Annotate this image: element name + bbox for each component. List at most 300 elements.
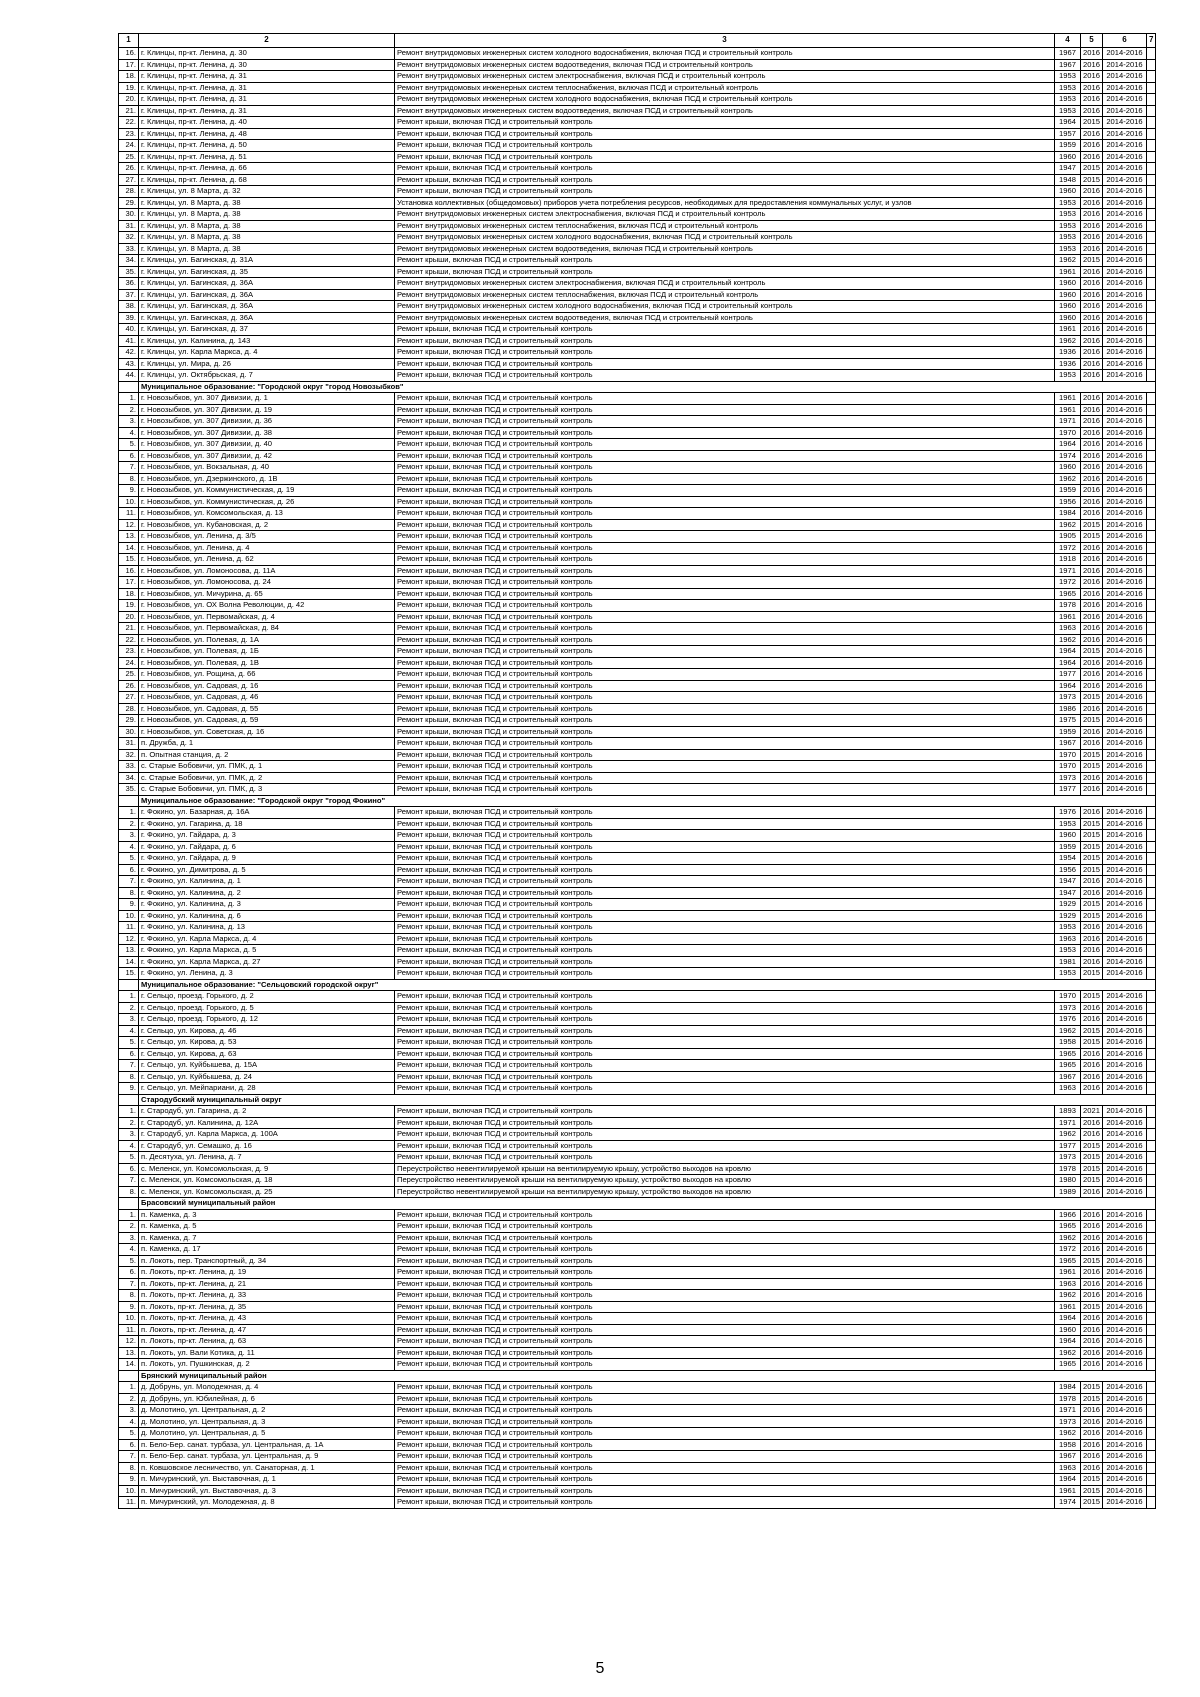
work-type: Ремонт крыши, включая ПСД и строительный контроль xyxy=(395,462,1055,474)
row-number: 16. xyxy=(119,48,139,60)
column-7-cell xyxy=(1147,163,1156,175)
column-7-cell xyxy=(1147,255,1156,267)
planned-year: 2016 xyxy=(1081,887,1103,899)
column-7-cell xyxy=(1147,1060,1156,1072)
planned-year: 2016 xyxy=(1081,807,1103,819)
address: г. Клинцы, пр-кт. Ленина, д. 40 xyxy=(139,117,395,129)
planned-year: 2015 xyxy=(1081,1163,1103,1175)
address: г. Клинцы, пр-кт. Ленина, д. 31 xyxy=(139,71,395,83)
address: п. Локоть, пр-кт. Ленина, д. 43 xyxy=(139,1313,395,1325)
row-number: 24. xyxy=(119,140,139,152)
section-row xyxy=(119,381,1156,393)
program-period: 2014-2016 xyxy=(1103,749,1147,761)
work-type: Ремонт крыши, включая ПСД и строительный контроль xyxy=(395,1324,1055,1336)
address: г. Фокино, ул. Базарная, д. 16А xyxy=(139,807,395,819)
build-year: 1962 xyxy=(1055,1290,1081,1302)
work-type: Ремонт крыши, включая ПСД и строительный контроль xyxy=(395,1382,1055,1394)
row-number: 8. xyxy=(119,887,139,899)
program-period: 2014-2016 xyxy=(1103,1301,1147,1313)
row-number: 21. xyxy=(119,623,139,635)
program-period: 2014-2016 xyxy=(1103,772,1147,784)
column-7-cell xyxy=(1147,439,1156,451)
table-row xyxy=(119,370,1156,382)
column-number: 6 xyxy=(1103,34,1147,48)
work-type: Ремонт крыши, включая ПСД и строительный контроль xyxy=(395,427,1055,439)
address: г. Клинцы, пр-кт. Ленина, д. 66 xyxy=(139,163,395,175)
work-type: Ремонт крыши, включая ПСД и строительный контроль xyxy=(395,1152,1055,1164)
work-type: Ремонт внутридомовых инженерных систем холодного водоснабжения, включая ПСД и строительный контроль xyxy=(395,232,1055,244)
program-period: 2014-2016 xyxy=(1103,565,1147,577)
column-7-cell xyxy=(1147,335,1156,347)
planned-year: 2015 xyxy=(1081,1255,1103,1267)
table-row xyxy=(119,427,1156,439)
column-7-cell xyxy=(1147,1048,1156,1060)
build-year: 1978 xyxy=(1055,600,1081,612)
build-year: 1964 xyxy=(1055,1313,1081,1325)
table-row xyxy=(119,335,1156,347)
table-row xyxy=(119,197,1156,209)
row-number: 10. xyxy=(119,910,139,922)
table-row xyxy=(119,1474,1156,1486)
program-period: 2014-2016 xyxy=(1103,669,1147,681)
planned-year: 2016 xyxy=(1081,473,1103,485)
address: г. Новозыбков, ул. Рощина, д. 66 xyxy=(139,669,395,681)
column-7-cell xyxy=(1147,899,1156,911)
address: г. Стародуб, ул. Гагарина, д. 2 xyxy=(139,1106,395,1118)
program-period: 2014-2016 xyxy=(1103,324,1147,336)
row-number: 5. xyxy=(119,1255,139,1267)
column-7-cell xyxy=(1147,1129,1156,1141)
work-type: Ремонт крыши, включая ПСД и строительный контроль xyxy=(395,715,1055,727)
build-year: 1973 xyxy=(1055,1416,1081,1428)
column-number-row xyxy=(119,34,1156,48)
address: с. Меленск, ул. Комсомольская, д. 9 xyxy=(139,1163,395,1175)
build-year: 1959 xyxy=(1055,140,1081,152)
build-year: 1961 xyxy=(1055,266,1081,278)
section-row xyxy=(119,795,1156,807)
program-period: 2014-2016 xyxy=(1103,1485,1147,1497)
work-type: Ремонт внутридомовых инженерных систем электроснабжения, включая ПСД и строительный контроль xyxy=(395,278,1055,290)
row-number: 7. xyxy=(119,876,139,888)
program-period: 2014-2016 xyxy=(1103,945,1147,957)
planned-year: 2016 xyxy=(1081,1462,1103,1474)
planned-year: 2016 xyxy=(1081,1083,1103,1095)
column-7-cell xyxy=(1147,1347,1156,1359)
work-type: Ремонт крыши, включая ПСД и строительный контроль xyxy=(395,623,1055,635)
work-type: Ремонт внутридомовых инженерных систем водоотведения, включая ПСД и строительный контроль xyxy=(395,105,1055,117)
build-year: 1958 xyxy=(1055,1037,1081,1049)
address: г. Сельцо, проезд. Горького, д. 5 xyxy=(139,1002,395,1014)
section-row xyxy=(119,1094,1156,1106)
planned-year: 2016 xyxy=(1081,657,1103,669)
table-row xyxy=(119,876,1156,888)
planned-year: 2016 xyxy=(1081,1347,1103,1359)
table-row xyxy=(119,1129,1156,1141)
build-year: 1953 xyxy=(1055,968,1081,980)
program-period: 2014-2016 xyxy=(1103,611,1147,623)
planned-year: 2016 xyxy=(1081,1451,1103,1463)
program-period: 2014-2016 xyxy=(1103,600,1147,612)
program-period: 2014-2016 xyxy=(1103,1474,1147,1486)
planned-year: 2016 xyxy=(1081,1290,1103,1302)
row-number: 2. xyxy=(119,1393,139,1405)
build-year: 1976 xyxy=(1055,807,1081,819)
work-type: Ремонт крыши, включая ПСД и строительный контроль xyxy=(395,531,1055,543)
table-row xyxy=(119,772,1156,784)
column-7-cell xyxy=(1147,174,1156,186)
work-type: Ремонт крыши, включая ПСД и строительный контроль xyxy=(395,1255,1055,1267)
planned-year: 2016 xyxy=(1081,82,1103,94)
address: с. Меленск, ул. Комсомольская, д. 18 xyxy=(139,1175,395,1187)
work-type: Ремонт крыши, включая ПСД и строительный контроль xyxy=(395,1002,1055,1014)
planned-year: 2016 xyxy=(1081,450,1103,462)
table-row xyxy=(119,1428,1156,1440)
work-type: Ремонт крыши, включая ПСД и строительный контроль xyxy=(395,611,1055,623)
planned-year: 2016 xyxy=(1081,393,1103,405)
build-year: 1981 xyxy=(1055,956,1081,968)
table-row xyxy=(119,864,1156,876)
build-year: 1967 xyxy=(1055,59,1081,71)
planned-year: 2016 xyxy=(1081,71,1103,83)
work-type: Ремонт крыши, включая ПСД и строительный контроль xyxy=(395,174,1055,186)
build-year: 1965 xyxy=(1055,1221,1081,1233)
table-row xyxy=(119,266,1156,278)
planned-year: 2016 xyxy=(1081,1071,1103,1083)
column-7-cell xyxy=(1147,1359,1156,1371)
table-row xyxy=(119,945,1156,957)
page-number: 5 xyxy=(595,1660,605,1677)
planned-year: 2015 xyxy=(1081,1175,1103,1187)
program-period: 2014-2016 xyxy=(1103,703,1147,715)
address: г. Новозыбков, ул. 307 Дивизии, д. 1 xyxy=(139,393,395,405)
planned-year: 2016 xyxy=(1081,956,1103,968)
address: с. Старые Бобовичи, ул. ПМК, д. 2 xyxy=(139,772,395,784)
column-7-cell xyxy=(1147,496,1156,508)
column-7-cell xyxy=(1147,577,1156,589)
program-period: 2014-2016 xyxy=(1103,1347,1147,1359)
row-number: 27. xyxy=(119,692,139,704)
planned-year: 2015 xyxy=(1081,818,1103,830)
column-7-cell xyxy=(1147,807,1156,819)
table-row xyxy=(119,1071,1156,1083)
row-number: 15. xyxy=(119,554,139,566)
program-period: 2014-2016 xyxy=(1103,404,1147,416)
table-row xyxy=(119,726,1156,738)
work-type: Ремонт крыши, включая ПСД и строительный контроль xyxy=(395,876,1055,888)
address: г. Клинцы, пр-кт. Ленина, д. 31 xyxy=(139,105,395,117)
planned-year: 2016 xyxy=(1081,404,1103,416)
column-7-cell xyxy=(1147,197,1156,209)
table-row xyxy=(119,128,1156,140)
program-period: 2014-2016 xyxy=(1103,968,1147,980)
planned-year: 2016 xyxy=(1081,1359,1103,1371)
work-type: Ремонт крыши, включая ПСД и строительный контроль xyxy=(395,1025,1055,1037)
program-period: 2014-2016 xyxy=(1103,910,1147,922)
column-7-cell xyxy=(1147,968,1156,980)
planned-year: 2016 xyxy=(1081,738,1103,750)
column-7-cell xyxy=(1147,232,1156,244)
table-row xyxy=(119,1106,1156,1118)
work-type: Ремонт крыши, включая ПСД и строительный контроль xyxy=(395,1083,1055,1095)
column-7-cell xyxy=(1147,1152,1156,1164)
column-7-cell xyxy=(1147,289,1156,301)
program-period: 2014-2016 xyxy=(1103,243,1147,255)
column-number: 2 xyxy=(139,34,395,48)
work-type: Ремонт крыши, включая ПСД и строительный контроль xyxy=(395,1485,1055,1497)
row-number: 31. xyxy=(119,220,139,232)
work-type: Ремонт внутридомовых инженерных систем теплоснабжения, включая ПСД и строительный контроль xyxy=(395,289,1055,301)
program-period: 2014-2016 xyxy=(1103,94,1147,106)
address: г. Фокино, ул. Карла Маркса, д. 5 xyxy=(139,945,395,957)
build-year: 1962 xyxy=(1055,335,1081,347)
program-period: 2014-2016 xyxy=(1103,577,1147,589)
program-period: 2014-2016 xyxy=(1103,531,1147,543)
row-number: 20. xyxy=(119,94,139,106)
table-row xyxy=(119,922,1156,934)
planned-year: 2016 xyxy=(1081,1117,1103,1129)
planned-year: 2016 xyxy=(1081,151,1103,163)
table-row xyxy=(119,1290,1156,1302)
work-type: Ремонт крыши, включая ПСД и строительный контроль xyxy=(395,1232,1055,1244)
planned-year: 2016 xyxy=(1081,335,1103,347)
work-type: Ремонт крыши, включая ПСД и строительный контроль xyxy=(395,347,1055,359)
address: п. Десятуха, ул. Ленина, д. 7 xyxy=(139,1152,395,1164)
table-row xyxy=(119,1060,1156,1072)
work-type: Ремонт крыши, включая ПСД и строительный контроль xyxy=(395,1405,1055,1417)
column-7-cell xyxy=(1147,1497,1156,1509)
planned-year: 2015 xyxy=(1081,830,1103,842)
planned-year: 2015 xyxy=(1081,174,1103,186)
row-number: 36. xyxy=(119,278,139,290)
program-period: 2014-2016 xyxy=(1103,933,1147,945)
program-period: 2014-2016 xyxy=(1103,1186,1147,1198)
planned-year: 2016 xyxy=(1081,1209,1103,1221)
section-blank xyxy=(119,1094,139,1106)
column-number: 3 xyxy=(395,34,1055,48)
work-type: Ремонт крыши, включая ПСД и строительный контроль xyxy=(395,657,1055,669)
program-period: 2014-2016 xyxy=(1103,623,1147,635)
address: г. Клинцы, ул. Багинская, д. 31А xyxy=(139,255,395,267)
table-row xyxy=(119,1324,1156,1336)
program-period: 2014-2016 xyxy=(1103,1497,1147,1509)
build-year: 1962 xyxy=(1055,255,1081,267)
build-year: 1960 xyxy=(1055,301,1081,313)
program-period: 2014-2016 xyxy=(1103,1025,1147,1037)
table-row xyxy=(119,94,1156,106)
table-row xyxy=(119,255,1156,267)
row-number: 26. xyxy=(119,163,139,175)
work-type: Ремонт крыши, включая ПСД и строительный контроль xyxy=(395,1060,1055,1072)
table-row xyxy=(119,1405,1156,1417)
column-7-cell xyxy=(1147,519,1156,531)
planned-year: 2015 xyxy=(1081,1037,1103,1049)
build-year: 1962 xyxy=(1055,1025,1081,1037)
address: г. Сельцо, ул. Кирова, д. 46 xyxy=(139,1025,395,1037)
column-7-cell xyxy=(1147,59,1156,71)
build-year: 1970 xyxy=(1055,761,1081,773)
work-type: Ремонт крыши, включая ПСД и строительный контроль xyxy=(395,1037,1055,1049)
table-row xyxy=(119,324,1156,336)
work-type: Ремонт крыши, включая ПСД и строительный контроль xyxy=(395,1209,1055,1221)
table-row xyxy=(119,1002,1156,1014)
row-number: 17. xyxy=(119,59,139,71)
row-number: 35. xyxy=(119,784,139,796)
build-year: 1971 xyxy=(1055,1405,1081,1417)
build-year: 1962 xyxy=(1055,1347,1081,1359)
row-number: 5. xyxy=(119,439,139,451)
row-number: 11. xyxy=(119,922,139,934)
table-row xyxy=(119,1025,1156,1037)
row-number: 28. xyxy=(119,186,139,198)
row-number: 16. xyxy=(119,565,139,577)
table-row xyxy=(119,956,1156,968)
column-7-cell xyxy=(1147,347,1156,359)
section-title: Брянский муниципальный район xyxy=(139,1370,1156,1382)
build-year: 1960 xyxy=(1055,151,1081,163)
column-7-cell xyxy=(1147,1221,1156,1233)
column-7-cell xyxy=(1147,956,1156,968)
program-period: 2014-2016 xyxy=(1103,48,1147,60)
planned-year: 2016 xyxy=(1081,588,1103,600)
planned-year: 2016 xyxy=(1081,243,1103,255)
work-type: Ремонт внутридомовых инженерных систем водоотведения, включая ПСД и строительный контроль xyxy=(395,59,1055,71)
program-period: 2014-2016 xyxy=(1103,657,1147,669)
work-type: Ремонт внутридомовых инженерных систем теплоснабжения, включая ПСД и строительный контроль xyxy=(395,220,1055,232)
build-year: 1953 xyxy=(1055,922,1081,934)
section-blank xyxy=(119,795,139,807)
column-7-cell xyxy=(1147,945,1156,957)
table-row xyxy=(119,278,1156,290)
planned-year: 2016 xyxy=(1081,600,1103,612)
table-row xyxy=(119,450,1156,462)
row-number: 25. xyxy=(119,669,139,681)
table-row xyxy=(119,749,1156,761)
table-row xyxy=(119,669,1156,681)
build-year: 1970 xyxy=(1055,991,1081,1003)
row-number: 8. xyxy=(119,1071,139,1083)
address: д. Молотино, ул. Центральная, д. 2 xyxy=(139,1405,395,1417)
row-number: 14. xyxy=(119,542,139,554)
address: г. Новозыбков, ул. Дзержинского, д. 1В xyxy=(139,473,395,485)
row-number: 3. xyxy=(119,416,139,428)
work-type: Ремонт крыши, включая ПСД и строительный контроль xyxy=(395,1014,1055,1026)
build-year: 1975 xyxy=(1055,715,1081,727)
table-row xyxy=(119,1175,1156,1187)
address: г. Клинцы, ул. 8 Марта, д. 38 xyxy=(139,243,395,255)
program-period: 2014-2016 xyxy=(1103,1221,1147,1233)
row-number: 5. xyxy=(119,853,139,865)
column-7-cell xyxy=(1147,692,1156,704)
column-7-cell xyxy=(1147,301,1156,313)
table-row xyxy=(119,163,1156,175)
column-7-cell xyxy=(1147,82,1156,94)
table-row xyxy=(119,761,1156,773)
column-7-cell xyxy=(1147,1278,1156,1290)
program-period: 2014-2016 xyxy=(1103,1451,1147,1463)
build-year: 1971 xyxy=(1055,416,1081,428)
table-row xyxy=(119,1301,1156,1313)
program-period: 2014-2016 xyxy=(1103,151,1147,163)
program-period: 2014-2016 xyxy=(1103,1278,1147,1290)
build-year: 1959 xyxy=(1055,726,1081,738)
address: г. Новозыбков, ул. 307 Дивизии, д. 40 xyxy=(139,439,395,451)
address: г. Фокино, ул. Гагарина, д. 18 xyxy=(139,818,395,830)
build-year: 1963 xyxy=(1055,1462,1081,1474)
planned-year: 2015 xyxy=(1081,749,1103,761)
column-7-cell xyxy=(1147,1025,1156,1037)
program-period: 2014-2016 xyxy=(1103,1014,1147,1026)
work-type: Ремонт крыши, включая ПСД и строительный контроль xyxy=(395,565,1055,577)
program-period: 2014-2016 xyxy=(1103,1313,1147,1325)
column-7-cell xyxy=(1147,427,1156,439)
row-number: 4. xyxy=(119,1025,139,1037)
table-row xyxy=(119,439,1156,451)
planned-year: 2016 xyxy=(1081,1048,1103,1060)
build-year: 1959 xyxy=(1055,841,1081,853)
column-7-cell xyxy=(1147,680,1156,692)
row-number: 9. xyxy=(119,1083,139,1095)
row-number: 1. xyxy=(119,393,139,405)
column-7-cell xyxy=(1147,1474,1156,1486)
program-period: 2014-2016 xyxy=(1103,1071,1147,1083)
build-year: 1984 xyxy=(1055,508,1081,520)
program-period: 2014-2016 xyxy=(1103,1163,1147,1175)
column-7-cell xyxy=(1147,611,1156,623)
row-number: 34. xyxy=(119,255,139,267)
program-period: 2014-2016 xyxy=(1103,485,1147,497)
build-year: 1960 xyxy=(1055,278,1081,290)
column-7-cell xyxy=(1147,1290,1156,1302)
row-number: 33. xyxy=(119,761,139,773)
work-type: Ремонт крыши, включая ПСД и строительный контроль xyxy=(395,335,1055,347)
address: г. Новозыбков, ул. Ломоносова, д. 24 xyxy=(139,577,395,589)
build-year: 1977 xyxy=(1055,669,1081,681)
work-type: Ремонт крыши, включая ПСД и строительный контроль xyxy=(395,519,1055,531)
work-type: Ремонт крыши, включая ПСД и строительный контроль xyxy=(395,140,1055,152)
work-type: Ремонт крыши, включая ПСД и строительный контроль xyxy=(395,554,1055,566)
work-type: Ремонт крыши, включая ПСД и строительный контроль xyxy=(395,749,1055,761)
address: п. Мичуринский, ул. Выставочная, д. 1 xyxy=(139,1474,395,1486)
column-7-cell xyxy=(1147,450,1156,462)
build-year: 1973 xyxy=(1055,692,1081,704)
address: г. Фокино, ул. Калинина, д. 3 xyxy=(139,899,395,911)
work-type: Ремонт крыши, включая ПСД и строительный контроль xyxy=(395,784,1055,796)
address: г. Сельцо, проезд. Горького, д. 12 xyxy=(139,1014,395,1026)
planned-year: 2015 xyxy=(1081,864,1103,876)
address: г. Новозыбков, ул. 307 Дивизии, д. 19 xyxy=(139,404,395,416)
table-row xyxy=(119,140,1156,152)
program-period: 2014-2016 xyxy=(1103,117,1147,129)
table-row xyxy=(119,301,1156,313)
planned-year: 2016 xyxy=(1081,370,1103,382)
build-year: 1961 xyxy=(1055,1301,1081,1313)
address: с. Меленск, ул. Комсомольская, д. 25 xyxy=(139,1186,395,1198)
work-type: Ремонт крыши, включая ПСД и строительный контроль xyxy=(395,266,1055,278)
table-row xyxy=(119,588,1156,600)
row-number: 32. xyxy=(119,232,139,244)
address: г. Новозыбков, ул. Коммунистическая, д. 26 xyxy=(139,496,395,508)
row-number: 7. xyxy=(119,1451,139,1463)
build-year: 1929 xyxy=(1055,910,1081,922)
table-row xyxy=(119,82,1156,94)
table-row xyxy=(119,1462,1156,1474)
planned-year: 2016 xyxy=(1081,312,1103,324)
planned-year: 2016 xyxy=(1081,703,1103,715)
planned-year: 2016 xyxy=(1081,1278,1103,1290)
work-type: Ремонт крыши, включая ПСД и строительный контроль xyxy=(395,117,1055,129)
address: г. Клинцы, ул. Калинина, д. 143 xyxy=(139,335,395,347)
table-row xyxy=(119,899,1156,911)
